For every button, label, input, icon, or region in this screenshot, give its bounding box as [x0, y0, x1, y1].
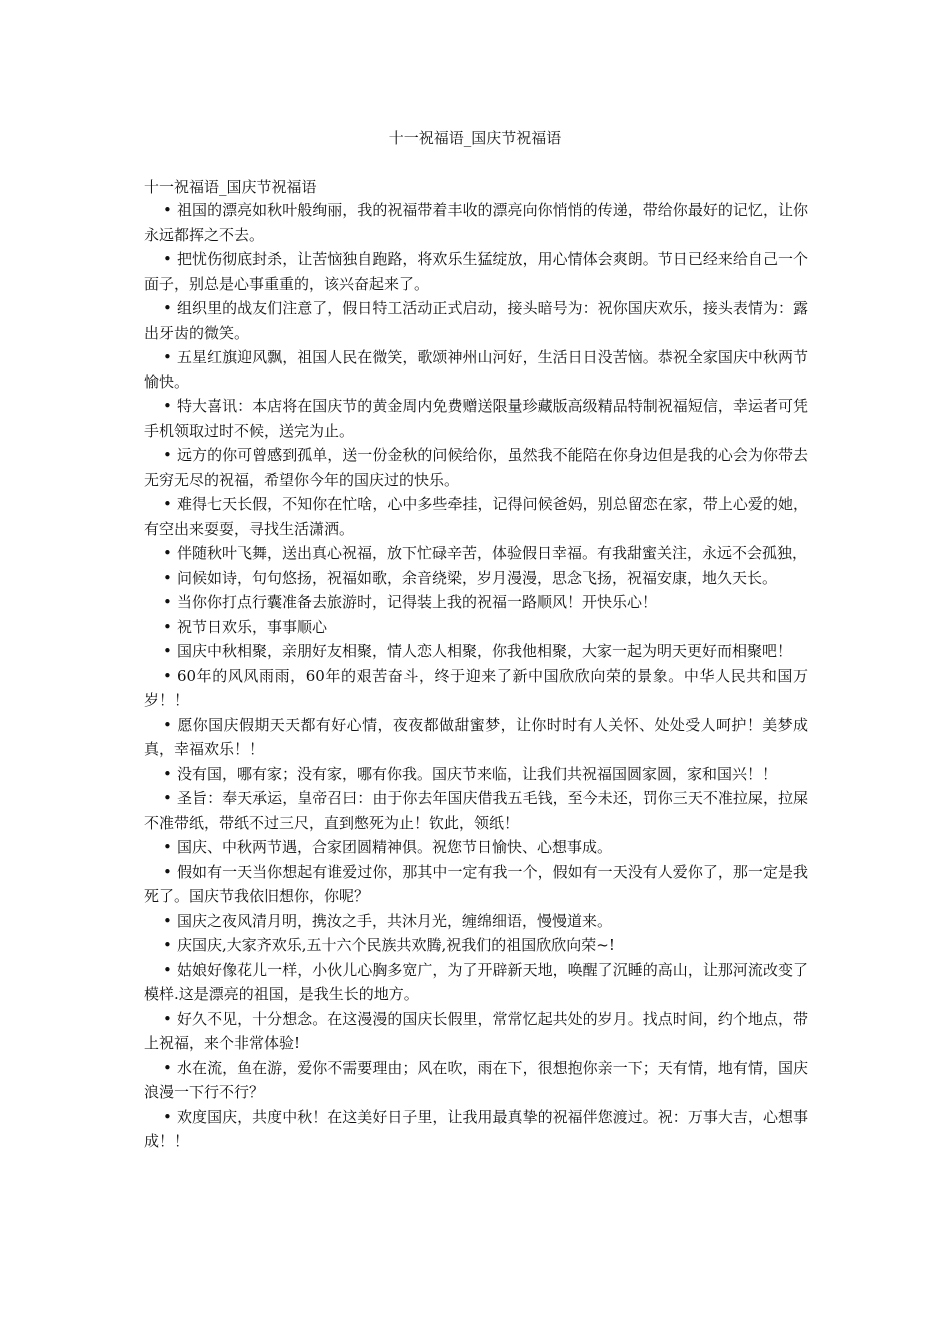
blessing-text: 水在流，鱼在游，爱你不需要理由；风在吹，雨在下，很想抱你亲一下；天有情，地有情，国庆浪漫一下行不行？ — [144, 1058, 808, 1101]
blessing-text: 好久不见，十分想念。在这漫漫的国庆长假里，常常忆起共处的岁月。找点时间，约个地点，带上祝福，来个非常体验! — [144, 1009, 808, 1052]
blessing-text: 难得七天长假，不知你在忙啥，心中多些牵挂，记得问候爸妈，别总留恋在家，带上心爱的她，有空出来耍耍，寻找生活潇洒。 — [144, 495, 808, 538]
blessing-item — [144, 762, 808, 787]
blessing-item — [144, 566, 808, 591]
blessing-item — [144, 394, 808, 443]
blessing-item — [144, 247, 808, 296]
bullet-icon: • — [163, 1009, 172, 1028]
blessing-item — [144, 590, 808, 615]
blessing-text: 把忧伤彻底封杀，让苦恼独自跑路，将欢乐生猛绽放，用心情体会爽朗。节日已经来给自己一个面子，别总是心事重重的，该兴奋起来了。 — [144, 250, 808, 293]
bullet-icon: • — [163, 862, 172, 881]
document-subtitle: 十一祝福语_国庆节祝福语 — [144, 178, 317, 196]
blessing-item — [144, 664, 808, 713]
bullet-icon: • — [163, 397, 172, 415]
bullet-icon: • — [163, 299, 172, 317]
document-body — [144, 176, 808, 1154]
blessing-item — [144, 909, 808, 934]
blessing-item — [144, 786, 808, 835]
blessing-text: 姑娘好像花儿一样，小伙儿心胸多宽广，为了开辟新天地，唤醒了沉睡的高山，让那河流改变了模样.这是漂亮的祖国，是我生长的地方。 — [144, 960, 808, 1003]
blessing-item — [144, 492, 808, 541]
bullet-icon: • — [163, 642, 172, 660]
blessing-item — [144, 443, 808, 492]
blessing-text: 欢度国庆，共度中秋！在这美好日子里，让我用最真挚的祝福伴您渡过。祝：万事大吉，心想事成！！ — [144, 1107, 808, 1150]
blessing-item — [144, 639, 808, 664]
bullet-icon: • — [163, 936, 172, 954]
blessing-text: 没有国，哪有家；没有家，哪有你我。国庆节来临，让我们共祝福国圆家圆，家和国兴！！ — [177, 764, 778, 783]
blessing-text: 祝节日欢乐，事事顺心 — [177, 617, 328, 636]
blessing-text: 远方的你可曾感到孤单，送一份金秋的问候给你，虽然我不能陪在你身边但是我的心会为你带去无穷无尽的祝福，希望你今年的国庆过的快乐。 — [144, 446, 808, 489]
bullet-icon: • — [163, 348, 172, 366]
blessing-text: 问候如诗，句句悠扬，祝福如歌，余音绕梁，岁月漫漫，思念飞扬，祝福安康，地久天长。 — [177, 568, 778, 587]
blessing-text: 国庆、中秋两节遇，合家团圆精神俱。祝您节日愉快、心想事成。 — [177, 838, 613, 856]
blessing-text: 特大喜讯：本店将在国庆节的黄金周内免费赠送限量珍藏版高级精品特制祝福短信，幸运者可凭手机领取过时不候，送完为止。 — [144, 397, 808, 440]
blessing-list — [144, 198, 808, 1154]
bullet-icon: • — [163, 446, 172, 464]
blessing-item — [144, 541, 808, 566]
blessing-item — [144, 198, 808, 247]
bullet-icon: • — [163, 1058, 172, 1077]
blessing-text: 国庆中秋相聚，亲朋好友相聚，情人恋人相聚，你我他相聚，大家一起为明天更好而相聚吧！ — [177, 642, 793, 660]
bullet-icon: • — [163, 764, 172, 783]
bullet-icon: • — [163, 789, 172, 807]
blessing-item — [144, 345, 808, 394]
blessing-text: 圣旨：奉天承运，皇帝召曰：由于你去年国庆借我五毛钱，至今未还，罚你三天不准拉屎，拉屎不准带纸，带纸不过三尺，直到憋死为止！钦此，领纸！ — [144, 789, 808, 832]
blessing-text: 愿你国庆假期天天都有好心情，夜夜都做甜蜜梦，让你时时有人关怀、处处受人呵护！美梦成真，幸福欢乐！！ — [144, 715, 808, 758]
blessing-item — [144, 958, 808, 1007]
blessing-text: 组织里的战友们注意了，假日特工活动正式启动，接头暗号为：祝你国庆欢乐，接头表情为：露出牙齿的微笑。 — [144, 299, 808, 342]
page-title: 十一祝福语_国庆节祝福语 — [388, 129, 562, 147]
bullet-icon: • — [163, 960, 172, 979]
blessing-text: 当你你打点行囊准备去旅游时，记得装上我的祝福一路顺风！开快乐心！ — [177, 593, 658, 611]
blessing-item — [144, 615, 808, 640]
blessing-item — [144, 296, 808, 345]
blessing-text: 祖国的漂亮如秋叶般绚丽，我的祝福带着丰收的漂亮向你悄悄的传递，带给你最好的记忆，让你永远都挥之不去。 — [144, 201, 808, 244]
bullet-icon: • — [163, 1107, 172, 1126]
bullet-icon: • — [163, 544, 172, 562]
blessing-text: 国庆之夜风清月明，携汝之手，共沐月光，缠绵细语，慢慢道来。 — [177, 911, 613, 930]
blessing-text: 60年的风风雨雨，60年的艰苦奋斗，终于迎来了新中国欣欣向荣的景象。中华人民共和国万岁！！ — [144, 666, 808, 709]
blessing-item — [144, 1056, 808, 1105]
bullet-icon: • — [163, 838, 172, 856]
bullet-icon: • — [163, 715, 172, 734]
bullet-icon: • — [163, 495, 172, 513]
blessing-text: 庆国庆,大家齐欢乐,五十六个民族共欢腾,祝我们的祖国欣欣向荣~! — [177, 936, 615, 954]
bullet-icon: • — [163, 911, 172, 930]
blessing-item — [144, 933, 808, 958]
blessing-text: 五星红旗迎风飘，祖国人民在微笑，歌颂神州山河好，生活日日没苦恼。恭祝全家国庆中秋两节愉快。 — [144, 348, 808, 391]
blessing-item — [144, 835, 808, 860]
bullet-icon: • — [163, 666, 172, 685]
bullet-icon: • — [163, 593, 172, 611]
blessing-text: 伴随秋叶飞舞，送出真心祝福，放下忙碌辛苦，体验假日幸福。有我甜蜜关注，永远不会孤独， — [177, 544, 808, 562]
blessing-item — [144, 1105, 808, 1154]
bullet-icon: • — [163, 250, 172, 268]
blessing-text: 假如有一天当你想起有谁爱过你，那其中一定有我一个，假如有一天没有人爱你了，那一定是我死了。国庆节我依旧想你，你呢？ — [144, 862, 808, 905]
blessing-item — [144, 1007, 808, 1056]
blessing-item — [144, 713, 808, 762]
bullet-icon: • — [163, 617, 172, 636]
bullet-icon: • — [163, 568, 172, 587]
blessing-item — [144, 860, 808, 909]
bullet-icon: • — [163, 201, 172, 219]
